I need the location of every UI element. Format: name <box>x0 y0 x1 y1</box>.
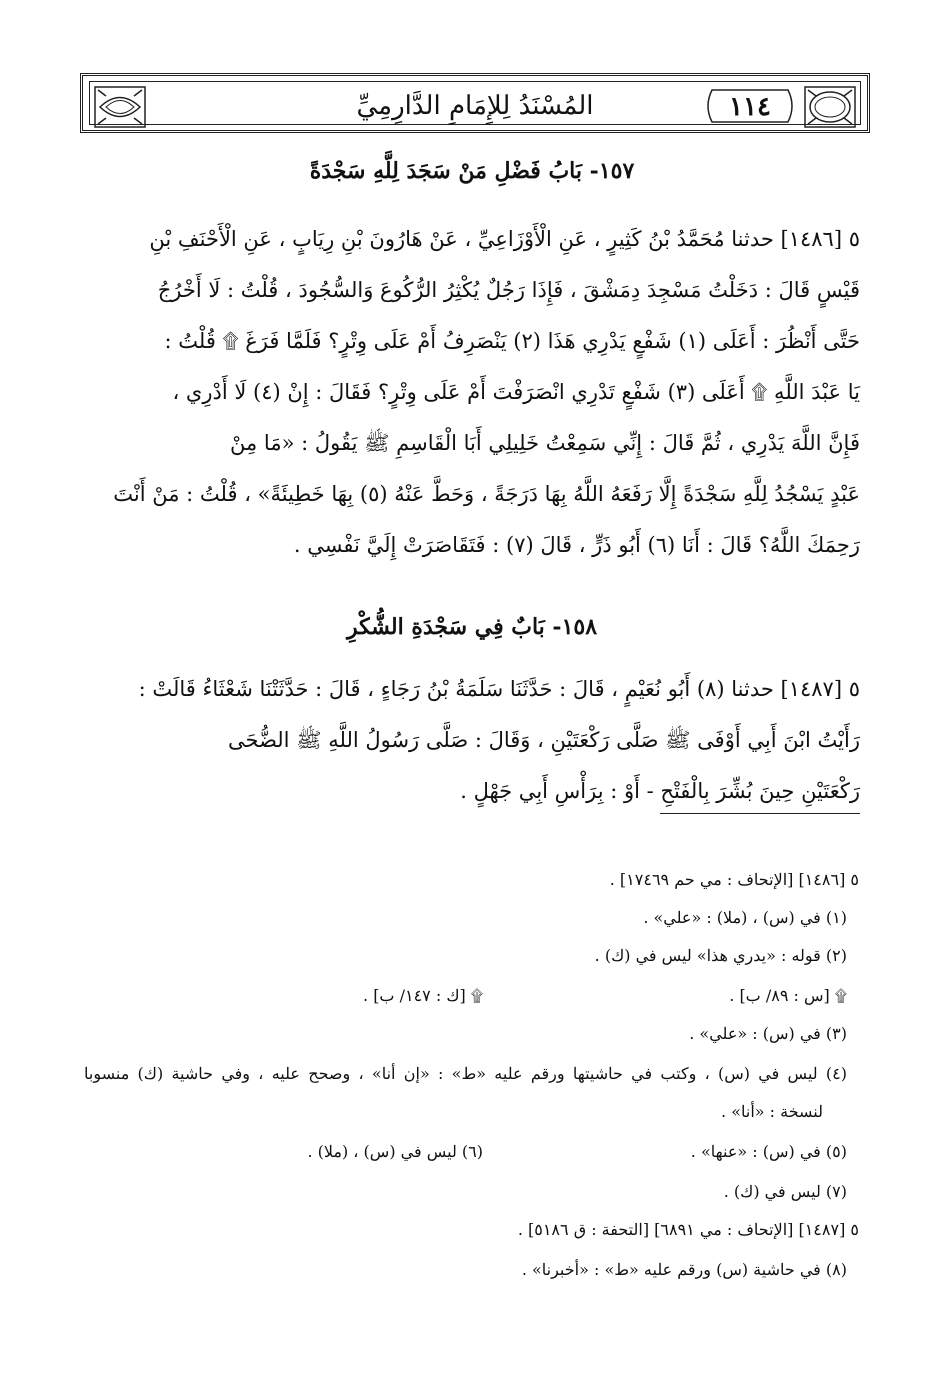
text-line: عَبْدٍ يَسْجُدُ لِلَّهِ سَجْدَةً إِلَّا رَفَعَهُ اللَّهُ بِهَا دَرَجَةً ، وَحَطَّ عَنْهُ (٥) بِهَا خَطِيئَةً» ، قُلْتُ : مَنْ أَنْتَ <box>113 482 860 506</box>
footnote-5: (٥) في (س) : «عنها» . <box>690 1142 847 1161</box>
folio-mark-s: ۩ [س : ٨٩/ ب] . <box>729 986 847 1005</box>
footnote-4-cont: لنسخة : «أنا» . <box>721 1102 823 1121</box>
text-line: قَيْسٍ قَالَ : دَخَلْتُ مَسْجِدَ دِمَشْقَ ، فَإِذَا رَجُلٌ يُكْثِرُ الرُّكُوعَ وَالسُّجُودَ ، قُلْتُ : لَا أَخْرُجُ <box>157 278 860 302</box>
hadith-1487 <box>84 664 860 817</box>
text-line: رَكْعَتَيْنِ حِينَ بُشِّرَ بِالْفَتْحِ - أَوْ : بِرَأْسِ أَبِي جَهْلٍ . <box>460 779 860 803</box>
text-line: حَتَّى أَنْظُرَ : أَعَلَى (١) شَفْعٍ يَدْرِي هَذَا (٢) يَنْصَرِفُ أَمْ عَلَى وِتْرٍ؟ فَلَمَّا فَرَغَ ۩ قُلْتُ : <box>164 329 860 353</box>
running-header <box>80 73 870 133</box>
footnote-2: (٢) قوله : «يدري هذا» ليس في (ك) . <box>594 946 847 965</box>
page-number: ١١٤ <box>729 92 771 122</box>
text-line: رَأَيْتُ ابْنَ أَبِي أَوْفَى ﷺ صَلَّى رَكْعَتَيْنِ ، وَقَالَ : صَلَّى رَسُولُ اللَّهِ ﷺ الضُّحَى <box>228 728 860 752</box>
hadith-1486 <box>84 214 860 571</box>
footnote-separator <box>660 813 860 814</box>
chapter-heading-158: ١٥٨- بَابٌ فِي سَجْدَةِ الشُّكْرِ <box>346 614 598 640</box>
footnote-ref-1486: ٥ [١٤٨٦] [الإتحاف : مي حم ١٧٤٦٩] . <box>609 870 859 889</box>
header-inner-border <box>89 81 861 125</box>
book-title: المُسْنَدُ لِلإِمَامِ الدَّارِمِيِّ <box>356 91 594 121</box>
text-line: يَا عَبْدَ اللَّهِ ۩ أَعَلَى (٣) شَفْعٍ تَدْرِي انْصَرَفْتَ أَمْ عَلَى وِتْرٍ؟ فَقَالَ : إِنْ (٤) لَا أَدْرِي ، <box>172 380 860 404</box>
text-line: فَإِنَّ اللَّهَ يَدْرِي ، ثُمَّ قَالَ : إِنِّي سَمِعْتُ خَلِيلِي أَبَا الْقَاسِمِ ﷺ يَقُولُ : «مَا مِنْ <box>230 431 860 455</box>
folio-mark-k: ۩ [ك : ١٤٧/ ب] . <box>363 986 483 1005</box>
footnote-7: (٧) ليس في (ك) . <box>723 1182 847 1201</box>
footnote-3: (٣) في (س) : «علي» . <box>689 1024 847 1043</box>
footnote-4: (٤) ليس في (س) ، وكتب في حاشيتها ورقم عليه «ط» : «إن أنا» ، وصحح عليه ، وفي حاشية (ك) منسوبا <box>84 1064 847 1083</box>
text-line: رَحِمَكَ اللَّهُ؟ قَالَ : أَنَا (٦) أَبُو ذَرٍّ ، قَالَ (٧) : فَتَقَاصَرَتْ إِلَيَّ نَفْسِي . <box>293 533 860 557</box>
footnote-1: (١) في (س) ، (ملا) : «علي» . <box>643 908 847 927</box>
chapter-heading-157: ١٥٧- بَابُ فَضْلِ مَنْ سَجَدَ لِلَّهِ سَجْدَةً <box>309 158 635 184</box>
text-line: ٥ [١٤٨٧] حدثنا (٨) أَبُو نُعَيْمٍ ، قَالَ : حَدَّثَنَا سَلَمَةُ بْنُ رَجَاءٍ ، قَالَ : حَدَّثَتْنَا شَعْثَاءُ قَالَتْ : <box>138 677 860 701</box>
text-line: ٥ [١٤٨٦] حدثنا مُحَمَّدُ بْنُ كَثِيرٍ ، عَنِ الْأَوْزَاعِيِّ ، عَنْ هَارُونَ بْنِ رِيَابٍ ، عَنِ الْأَحْنَفِ بْنِ <box>149 227 860 251</box>
footnote-8: (٨) في حاشية (س) ورقم عليه «ط» : «أخبرنا» . <box>521 1260 847 1279</box>
footnote-6: (٦) ليس في (س) ، (ملا) . <box>307 1142 483 1161</box>
footnote-ref-1487: ٥ [١٤٨٧] [الإتحاف : مي ٦٨٩١] [التحفة : ق ٥١٨٦] . <box>517 1220 859 1239</box>
